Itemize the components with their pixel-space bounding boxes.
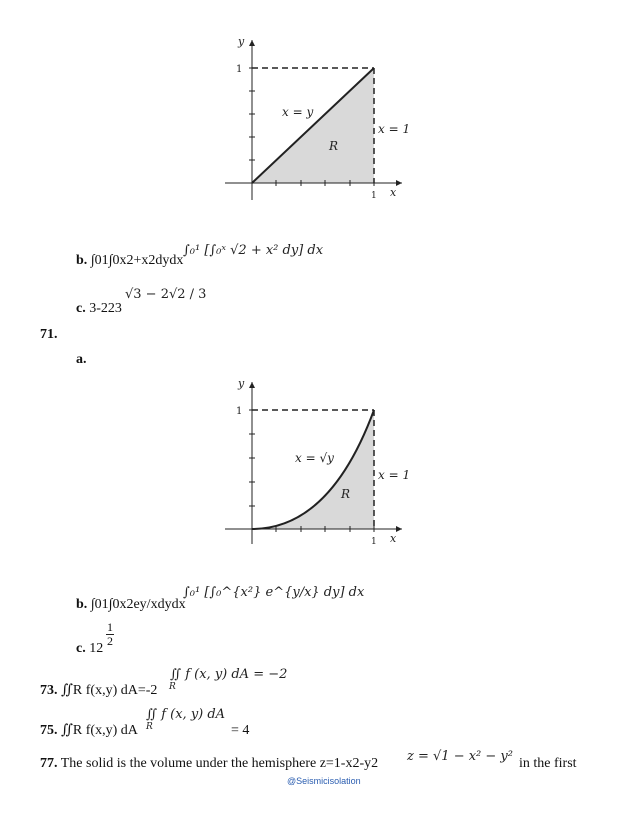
item-73: [40, 683, 157, 699]
curve-label: x = y: [282, 105, 314, 119]
item-71c: [76, 641, 103, 657]
item-text: The solid is the volume under the hemisphere z=1-x2-y2: [60, 756, 379, 771]
curve-label: x = √y: [295, 451, 334, 465]
item-text: ∬R f(x,y) dA: [61, 723, 138, 738]
item-label: 73.: [40, 683, 58, 698]
item-text: 3-223: [89, 301, 122, 316]
watermark: @Seismicisolation: [287, 776, 361, 786]
item-70c: [76, 301, 122, 317]
region-label: R: [341, 487, 351, 501]
line-label: x = 1: [378, 468, 411, 482]
graph-x-equals-y: [220, 30, 420, 210]
item-75-tail: = 4: [231, 723, 250, 738]
item-label: b.: [76, 597, 88, 612]
math-sub-73: R: [169, 682, 176, 692]
item-77-tail: in the first: [519, 756, 577, 771]
graph-x-equals-sqrt-y: [220, 372, 420, 552]
tick-label-x1: 1: [371, 537, 377, 547]
item-text: ∬R f(x,y) dA=-2: [61, 683, 158, 698]
item-label: 75.: [40, 723, 58, 738]
part-a-label: a.: [76, 352, 87, 367]
tick-label-x1: 1: [371, 191, 377, 201]
item-label: c.: [76, 641, 86, 656]
line-label: x = 1: [378, 122, 411, 136]
tick-label-y1: 1: [236, 64, 243, 75]
item-label: b.: [76, 253, 88, 268]
y-axis-label: y: [238, 35, 245, 48]
item-text: ∫01∫0x2ey/xdydx: [90, 597, 186, 612]
item-text: 12: [89, 641, 104, 656]
math-image-77: z = √1 − x² − y²: [407, 749, 513, 764]
region-label: R: [329, 139, 339, 153]
region-r-shading: [252, 410, 374, 529]
math-image-73: ∬ f (x, y) dA = −2: [170, 667, 288, 682]
problem-number-71: 71.: [40, 327, 58, 342]
fraction-one-half: [106, 621, 114, 648]
math-image-70b: ∫₀¹ [∫₀ˣ √2 + x² dy] dx: [183, 243, 324, 258]
math-sub-75: R: [146, 722, 153, 732]
item-label: 77.: [40, 756, 58, 771]
tick-label-y1: 1: [236, 406, 243, 417]
item-71b: [76, 597, 186, 613]
item-75: [40, 723, 138, 739]
item-70b: [76, 253, 183, 269]
item-text: ∫01∫0x2+x2dydx: [90, 253, 184, 268]
x-axis-label: x: [390, 532, 397, 545]
fraction-denominator: 2: [107, 634, 113, 648]
math-image-75: ∬ f (x, y) dA: [146, 707, 226, 722]
x-axis-label: x: [390, 186, 397, 199]
fraction-numerator: 1: [107, 620, 113, 634]
y-axis-label: y: [238, 377, 245, 390]
math-image-70c: √3 − 2√2 / 3: [125, 287, 207, 302]
item-label: c.: [76, 301, 86, 316]
math-image-71b: ∫₀¹ [∫₀^{x²} e^{y/x} dy] dx: [183, 585, 365, 600]
item-77: [40, 756, 378, 772]
